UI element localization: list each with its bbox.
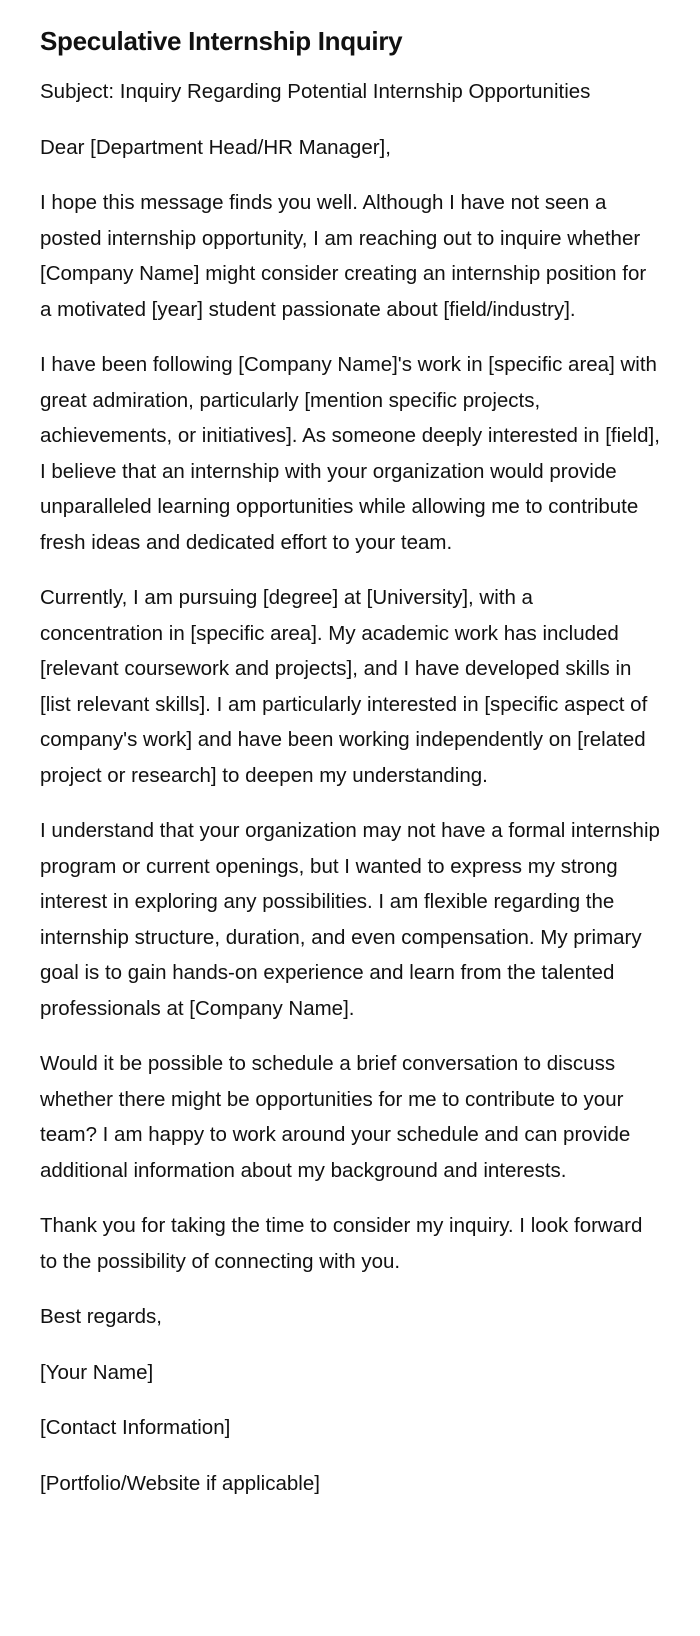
body-paragraph-request: Would it be possible to schedule a brief conversation to discuss whether there might be opportunities for me to contribute to your team? I am happy to work around your schedule and can provide additional information about my background and interests. — [40, 1052, 631, 1182]
body-paragraph-flexibility: I understand that your organization may not have a formal internship program or current openings, but I wanted to express my strong interest in exploring any possibilities. I am flexible regarding the internship structure, duration, and even compensation. My primary goal is to gain hands-on experience and learn from the talented professionals at [Company Name]. — [40, 819, 660, 1020]
subject-line: Subject: Inquiry Regarding Potential Internship Opportunities — [40, 80, 591, 103]
body-paragraph-education: Currently, I am pursuing [degree] at [University], with a concentration in [specific area]. My academic work has included [relevant coursework and projects], and I have developed skills in [list relevant skills]. I am particularly interested in [specific aspect of company's work] and have been working independently on [related project or research] to deepen my understanding. — [40, 586, 648, 787]
salutation: Dear [Department Head/HR Manager], — [40, 135, 391, 159]
body-paragraph-thanks: Thank you for taking the time to consider my inquiry. I look forward to the possibility of connecting with you. — [40, 1214, 643, 1273]
body-paragraph-intro: I hope this message finds you well. Although I have not seen a posted internship opportunity, I am reaching out to inquire whether [Company Name] might consider creating an internship position for a motivated [year] student passionate about [field/industry]. — [40, 191, 647, 321]
document-title: Speculative Internship Inquiry — [40, 26, 403, 56]
contact-information: [Contact Information] — [40, 1416, 231, 1439]
closing: Best regards, — [40, 1305, 162, 1328]
body-paragraph-company-interest: I have been following [Company Name]'s work in [specific area] with great admiration, particularly [mention specific projects, achievements, or initiatives]. As someone deeply interested in [field], I believe that an internship with your organization would provide unparalleled learning opportunities while allowing me to contribute fresh ideas and dedicated effort to your team. — [40, 353, 660, 554]
signature-name: [Your Name] — [40, 1360, 154, 1384]
portfolio-line: [Portfolio/Website if applicable] — [40, 1471, 320, 1495]
